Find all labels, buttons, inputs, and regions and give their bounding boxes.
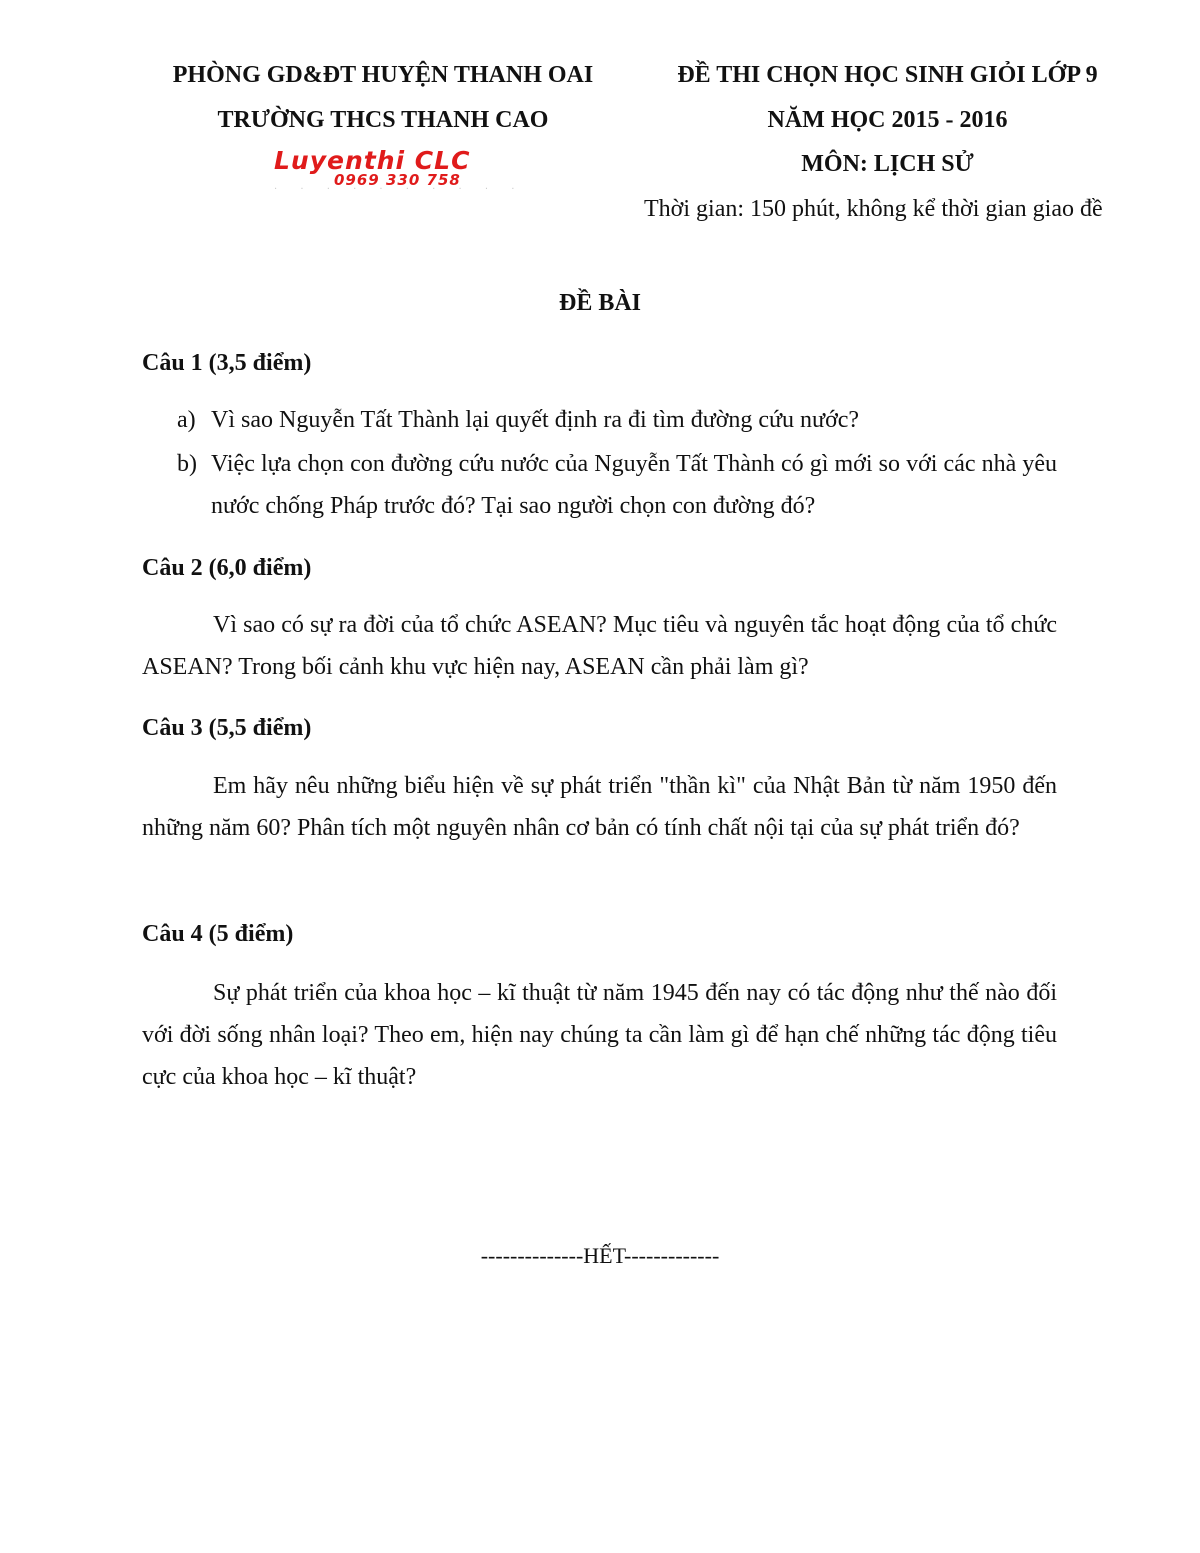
watermark-logo-text: Luyenthi CLC — [274, 146, 471, 175]
question-2-text: Vì sao có sự ra đời của tổ chức ASEAN? Mục tiêu và nguyên tắc hoạt động của tổ chức ASEAN? Trong bối cảnh khu vực hiện nay, ASEAN cần phải làm gì? — [142, 612, 1057, 680]
subject: MÔN: LỊCH SỬ — [801, 151, 974, 177]
exam-time: Thời gian: 150 phút, không kể thời gian giao đề — [644, 196, 1103, 222]
question-1-item-a — [177, 399, 1057, 441]
question-4-title: Câu 4 (5 điểm) — [142, 921, 294, 947]
item-label: a) — [177, 407, 196, 433]
question-2-title: Câu 2 (6,0 điểm) — [142, 555, 312, 581]
item-text: Vì sao Nguyễn Tất Thành lại quyết định ra đi tìm đường cứu nước? — [211, 407, 860, 433]
exam-title: ĐỀ THI CHỌN HỌC SINH GIỎI LỚP 9 — [677, 62, 1098, 88]
item-text: Việc lựa chọn con đường cứu nước của Nguyễn Tất Thành có gì mới so với các nhà yêu nước chống Pháp trước đó? Tại sao người chọn con đường đó? — [211, 451, 1057, 519]
question-3-text: Em hãy nêu những biểu hiện về sự phát triển "thần kì" của Nhật Bản từ năm 1950 đến những năm 60? Phân tích một nguyên nhân cơ bản có tính chất nội tại của sự phát triển đó? — [142, 773, 1057, 841]
header-school: TRƯỜNG THCS THANH CAO — [217, 107, 549, 133]
question-4-text: Sự phát triển của khoa học – kĩ thuật từ năm 1945 đến nay có tác động như thế nào đối với đời sống nhân loại? Theo em, hiện nay chúng ta cần làm gì để hạn chế những tác động tiêu cực của khoa học – kĩ thuật? — [142, 980, 1057, 1090]
question-1-title: Câu 1 (3,5 điểm) — [142, 350, 312, 376]
question-1-item-b — [177, 443, 1057, 527]
header-department: PHÒNG GD&ĐT HUYỆN THANH OAI — [172, 62, 594, 88]
watermark-logo — [272, 146, 525, 198]
item-label: b) — [177, 451, 197, 477]
page-title: ĐỀ BÀI — [558, 290, 642, 316]
watermark-dots: · · · · · · · · · · — [274, 184, 525, 195]
school-year: NĂM HỌC 2015 - 2016 — [767, 107, 1008, 133]
watermark-phone: 0969 330 758 — [334, 171, 461, 189]
end-marker: --------------HẾT------------- — [480, 1243, 720, 1268]
question-3-title: Câu 3 (5,5 điểm) — [142, 715, 312, 741]
